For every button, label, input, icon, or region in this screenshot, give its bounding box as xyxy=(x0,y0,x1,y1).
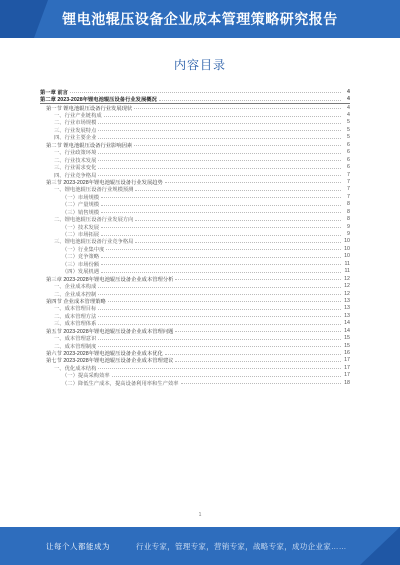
toc-leader-dots xyxy=(112,376,341,377)
toc-entry-page: 6 xyxy=(347,156,350,163)
toc-entry-label: 第三章 2023-2028年锂电池辊压设备企业成本管理分析 xyxy=(46,276,174,283)
toc-entry-label: （三）销售规模 xyxy=(62,209,100,216)
toc-entry-page: 17 xyxy=(344,357,350,364)
toc-entry-label: 一、锂电池辊压设备行业规模预测 xyxy=(54,187,134,194)
toc-leader-dots xyxy=(106,249,341,250)
toc-entry-label: 第一节 锂电池辊压设备行业发展现状 xyxy=(46,105,133,112)
toc-leader-dots xyxy=(101,205,341,206)
toc-entry-page: 4 xyxy=(347,104,350,111)
toc-entry-page: 5 xyxy=(347,126,350,133)
toc-leader-dots xyxy=(165,354,341,355)
toc-entry-label: 第七节 2023-2028年锂电池辊压设备企业成本管理建议 xyxy=(46,358,174,365)
toc-entry-page: 12 xyxy=(344,275,350,282)
toc-entry-page: 10 xyxy=(344,238,350,245)
toc-leader-dots xyxy=(98,294,341,295)
toc-entry-label: 一、成本管理意识 xyxy=(54,336,97,343)
footer-accent-triangle xyxy=(360,527,400,565)
toc-leader-dots xyxy=(101,227,341,228)
toc-entry-label: 一、行业政策环境 xyxy=(54,150,97,157)
toc-leader-dots xyxy=(135,220,341,221)
toc-entry-label: 二、成本管理制度 xyxy=(54,343,97,350)
toc-entry-label: 三、行业需求变化 xyxy=(54,165,97,172)
toc-entry-page: 6 xyxy=(347,141,350,148)
page-number: 1 xyxy=(198,512,202,518)
toc-entry-page: 8 xyxy=(347,216,350,223)
toc-entry-label: （一）技术发展 xyxy=(62,224,100,231)
toc-entry-page: 8 xyxy=(347,208,350,215)
toc-entry-page: 7 xyxy=(347,171,350,178)
toc-entry-label: 第三节 2023-2028年锂电池辊压设备行业发展趋势 xyxy=(46,179,163,186)
toc-entry-page: 14 xyxy=(344,320,350,327)
toc-entry-label: 三、锂电池辊压设备行业竞争格局 xyxy=(54,239,134,246)
toc-entry-page: 14 xyxy=(344,327,350,334)
toc-leader-dots xyxy=(175,331,341,332)
toc-entry-page: 17 xyxy=(344,372,350,379)
toc-entry-label: （三）市场份额 xyxy=(62,261,100,268)
toc-leader-dots xyxy=(98,175,341,176)
toc-entry-page: 4 xyxy=(347,96,350,103)
toc-entry-page: 17 xyxy=(344,364,350,371)
header-banner xyxy=(0,0,400,38)
toc-entry-label: 二、企业成本控制 xyxy=(54,291,97,298)
toc-heading: 内容目录 xyxy=(173,58,226,72)
toc-entry-page: 15 xyxy=(344,335,350,342)
toc-entry-label: 三、行业发展特点 xyxy=(54,127,97,134)
toc-entry-label: 四、行业主要企业 xyxy=(54,135,97,142)
toc-entry-label: 三、成本管理体系 xyxy=(54,321,97,328)
toc-leader-dots xyxy=(165,182,341,183)
toc-entry-label: 一、优化成本结构 xyxy=(54,365,97,372)
toc-entry-page: 4 xyxy=(347,88,350,95)
table-of-contents xyxy=(40,88,350,387)
toc-leader-dots xyxy=(98,138,341,139)
toc-leader-dots xyxy=(135,242,341,243)
toc-entry-label: 一、行业产业链构成 xyxy=(54,113,102,120)
toc-entry-label: （一）行业集中度 xyxy=(62,246,105,253)
toc-entry-page: 10 xyxy=(344,253,350,260)
toc-entry-label: 一、企业成本构成 xyxy=(54,284,97,291)
toc-leader-dots xyxy=(134,145,341,146)
footer-banner xyxy=(0,527,400,565)
toc-entry-label: 二、锂电池辊压设备行业发展方向 xyxy=(54,217,134,224)
toc-entry-label: 第五节 2023-2028年锂电池辊压设备企业成本管理问题 xyxy=(46,328,174,335)
toc-entry-label: 二、成本管理方法 xyxy=(54,313,97,320)
toc-entry-page: 6 xyxy=(347,149,350,156)
toc-entry-page: 5 xyxy=(347,134,350,141)
toc-entry-page: 11 xyxy=(344,268,350,275)
toc-entry-label: （二）产量规模 xyxy=(62,202,100,209)
toc-leader-dots xyxy=(175,279,341,280)
toc-leader-dots xyxy=(98,339,341,340)
toc-entry-label: （一）市场规模 xyxy=(62,194,100,201)
toc-leader-dots xyxy=(98,324,341,325)
toc-leader-dots xyxy=(98,123,341,124)
footer-slogan-right: 行业专家，管理专家，营销专家，战略专家，成功企业家…… xyxy=(136,542,347,551)
toc-leader-dots xyxy=(108,301,341,302)
toc-entry-page: 13 xyxy=(344,297,350,304)
toc-entry-label: （二）市场拓展 xyxy=(62,232,100,239)
toc-leader-dots xyxy=(175,361,341,362)
toc-entry-page: 16 xyxy=(344,350,350,357)
toc-leader-dots xyxy=(98,130,341,131)
toc-leader-dots xyxy=(70,92,341,93)
toc-entry-label: 第一章 前言 xyxy=(40,89,68,96)
toc-leader-dots xyxy=(98,368,341,369)
toc-leader-dots xyxy=(181,383,341,384)
toc-entry-page: 5 xyxy=(347,119,350,126)
toc-entry-page: 13 xyxy=(344,305,350,312)
toc-entry-label: 第二节 锂电池辊压设备行业影响因素 xyxy=(46,142,133,149)
toc-leader-dots xyxy=(101,235,341,236)
toc-entry-label: 二、行业市场规模 xyxy=(54,120,97,127)
toc-entry-page: 6 xyxy=(347,164,350,171)
toc-entry-label: （二）降低生产成本，提高设备利用率和生产效率 xyxy=(62,380,179,387)
toc-entry-page: 9 xyxy=(347,223,350,230)
toc-leader-dots xyxy=(135,190,341,191)
toc-entry-page: 8 xyxy=(347,201,350,208)
toc-entry-page: 7 xyxy=(347,193,350,200)
toc-leader-dots xyxy=(159,100,341,101)
toc-entry[interactable] xyxy=(40,379,350,386)
toc-leader-dots xyxy=(101,197,341,198)
toc-leader-dots xyxy=(104,116,341,117)
toc-entry-label: （一）提高采购效率 xyxy=(62,373,110,380)
toc-leader-dots xyxy=(98,309,341,310)
toc-entry-label: 第六节 2023-2028年锂电池辊压设备企业成本优化 xyxy=(46,351,163,358)
toc-entry-page: 12 xyxy=(344,290,350,297)
toc-entry-label: 二、行业技术发展 xyxy=(54,157,97,164)
report-title: 锂电池辊压设备企业成本管理策略研究报告 xyxy=(62,11,338,27)
toc-entry-label: （四）发展机遇 xyxy=(62,269,100,276)
toc-entry-page: 9 xyxy=(347,231,350,238)
toc-leader-dots xyxy=(98,287,341,288)
toc-entry-page: 11 xyxy=(344,260,350,267)
toc-entry-label: （二）竞争策略 xyxy=(62,254,100,261)
toc-leader-dots xyxy=(134,108,341,109)
toc-leader-dots xyxy=(101,272,341,273)
toc-entry-page: 7 xyxy=(347,186,350,193)
toc-leader-dots xyxy=(98,168,341,169)
toc-entry-label: 一、成本管理目标 xyxy=(54,306,97,313)
toc-entry-page: 10 xyxy=(344,245,350,252)
toc-leader-dots xyxy=(98,153,341,154)
toc-leader-dots xyxy=(98,160,341,161)
toc-entry-page: 12 xyxy=(344,283,350,290)
toc-leader-dots xyxy=(101,264,341,265)
toc-entry-label: 第四节 企业成本管理策略 xyxy=(46,298,106,305)
toc-entry-page: 15 xyxy=(344,342,350,349)
toc-leader-dots xyxy=(98,346,341,347)
footer-slogan-left: 让每个人都能成为 xyxy=(46,542,110,551)
toc-entry-label: 四、行业竞争格局 xyxy=(54,172,97,179)
toc-entry-page: 13 xyxy=(344,312,350,319)
toc-entry-label: 第二章 2023-2028年锂电池辊压设备行业发展概况 xyxy=(40,97,157,104)
toc-leader-dots xyxy=(101,212,341,213)
toc-leader-dots xyxy=(98,316,341,317)
toc-entry-page: 4 xyxy=(347,112,350,119)
toc-entry-page: 18 xyxy=(344,379,350,386)
toc-leader-dots xyxy=(101,257,341,258)
toc-entry-page: 7 xyxy=(347,178,350,185)
